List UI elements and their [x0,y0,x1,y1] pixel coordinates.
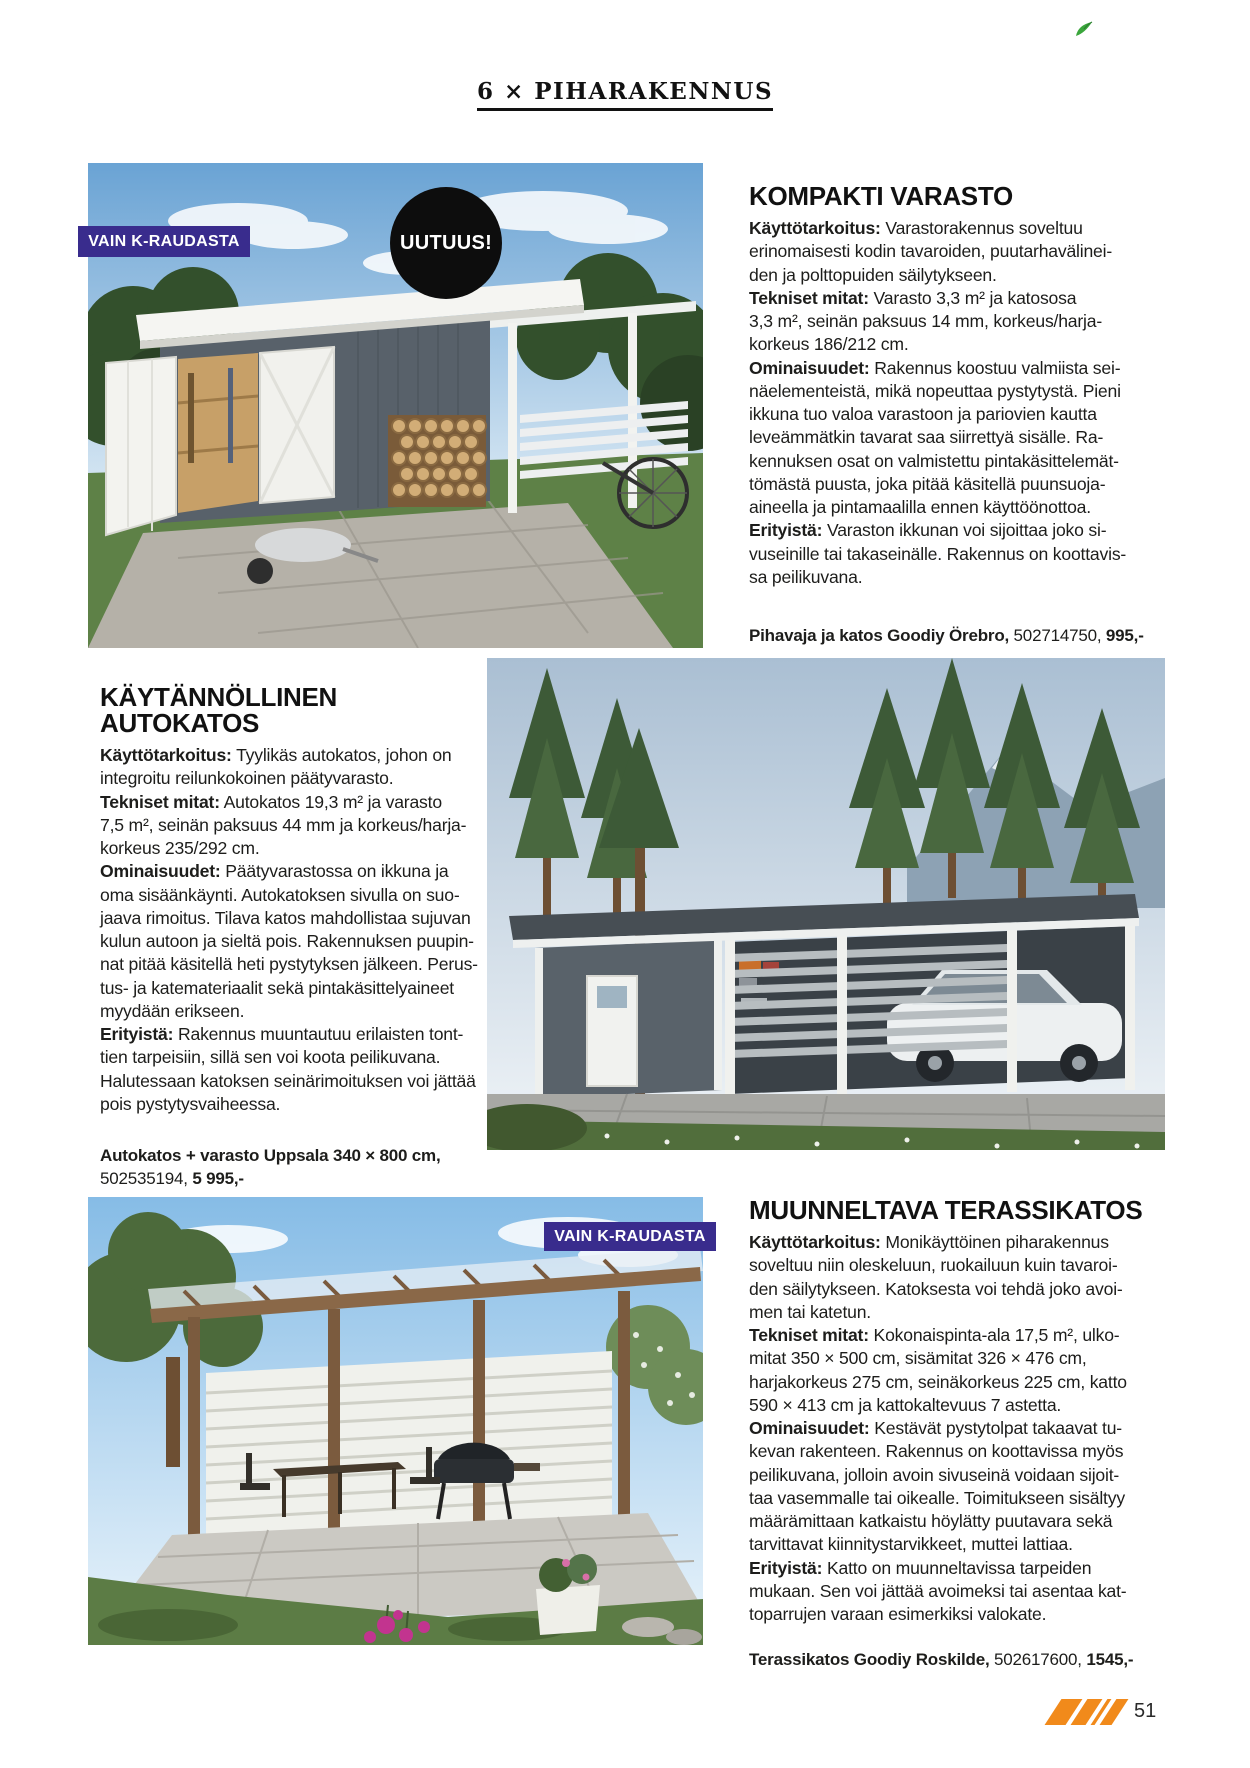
text-line [100,1000,500,1023]
text-line [749,1394,1179,1417]
text-segment: tien tarpeisiin, sillä sen voi koota peilikuvana. [100,1047,441,1068]
text-segment: oma sisäänkäynti. Autokatoksen sivulla on suo- [100,884,460,905]
text-line [749,1301,1179,1324]
text-line [749,240,1179,263]
text-line [100,1070,500,1093]
text-segment: 3,3 m², seinän paksuus 14 mm, korkeus/harja- [749,311,1103,331]
text-segment: Erityistä: [749,1557,823,1578]
text-line [749,1557,1179,1580]
text-line [749,1347,1179,1370]
text-line [749,496,1179,519]
text-segment: leveämmätkin tavarat saa siirrettyä sisälle. Ra- [749,427,1104,448]
text-segment: määrämittaan katkaistu höylätty puutavara sekä [749,1511,1113,1531]
text-segment: Halutessaan katoksen seinärimoituksen voi jättää [100,1070,476,1091]
text-segment: nat pitää käsitellä heti pystytyksen jälkeen. Perus- [100,954,478,975]
product-title: MUUNNELTAVA TERASSIKATOS [749,1195,1143,1225]
text-segment: korkeus 186/212 cm. [749,334,909,355]
text-segment: tarvittavat kiinnitystarvikkeet, muttei lattiaa. [749,1534,1073,1555]
text-line [749,217,1179,240]
text-line [749,1533,1179,1556]
text-segment: Erityistä: [100,1024,174,1044]
text-line [100,1093,500,1116]
text-line [749,1603,1179,1626]
text-segment: harjakorkeus 275 cm, seinäkorkeus 225 cm, katto [749,1371,1127,1392]
text-segment: Katto on muunneltavissa tarpeiden [822,1557,1092,1578]
product-info-line [749,1648,1179,1671]
text-segment: Tekniset mitat: [100,791,220,812]
text-line [100,930,500,953]
text-line [100,814,500,837]
text-line [100,907,500,930]
product-description [749,217,1179,589]
product-title: KÄYTÄNNÖLLINEN AUTOKATOS [100,682,338,738]
text-segment: Varasto 3,3 m² ja katososa [868,287,1077,308]
product-info-line [100,1144,500,1190]
text-segment: Kokonaispinta-ala 17,5 m², ulko- [868,1325,1120,1345]
text-segment: Autokatos 19,3 m² ja varasto [219,791,442,812]
text-line [749,1580,1179,1603]
product-title: KOMPAKTI VARASTO [749,181,1013,211]
carport-photo [487,658,1165,1150]
text-segment: taa vasemmalle tai oikealle. Toimitukseen sisältyy [749,1487,1125,1508]
text-segment: Terassikatos Goodiy Roskilde, [749,1650,990,1670]
text-segment: pois pystytysvaiheessa. [100,1093,281,1114]
text-segment: aineella ja pintamaalilla ennen käyttöönottoa. [749,497,1091,517]
text-segment: kennuksen osat on valmistettu pintakäsittelemät- [749,450,1119,471]
text-line [100,860,500,883]
text-segment: 995,- [1105,626,1144,645]
carport-photo-illustration [487,658,1165,1150]
text-segment: toparrujen varaan esimerkiksi valokate. [749,1604,1047,1624]
text-segment: soveltuu niin oleskeluun, ruokailuun kuin tavaroi- [749,1255,1118,1276]
text-segment: 502535194, [100,1169,193,1188]
text-line [749,310,1179,333]
text-line [100,1167,500,1190]
product-section-kompakti-varasto [749,183,1179,647]
text-line [749,1440,1179,1463]
text-segment: kulun autoon ja sieltä pois. Rakennuksen puupin- [100,931,474,951]
text-segment: Ominaisuudet: [749,357,870,378]
product-section-muunneltava-terassikatos [749,1197,1179,1671]
text-line [749,473,1179,496]
text-segment: Rakennus muuntautuu erilaisten tont- [173,1024,464,1044]
text-segment: integroitu reilunkokoinen päätyvarasto. [100,768,394,789]
product-info-line [749,624,1179,647]
k-rauta-slashes-logo [1053,1698,1125,1725]
text-segment: kevan rakenteen. Rakennus on koottavissa myös [749,1441,1124,1462]
text-segment: korkeus 235/292 cm. [100,838,260,858]
text-line [749,403,1179,426]
exclusive-badge: VAIN K-RAUDASTA [78,226,250,257]
text-segment: 590 × 413 cm ja kattokaltevuus 7 astetta. [749,1394,1062,1415]
text-segment: Monikäyttöinen piharakennus [880,1232,1109,1252]
text-line [100,744,500,767]
text-segment: myydään erikseen. [100,1000,245,1021]
text-segment: Tekniset mitat: [749,287,869,308]
exclusive-badge: VAIN K-RAUDASTA [544,1222,716,1251]
text-line [749,1464,1179,1487]
text-line [749,450,1179,473]
text-line [100,1023,500,1046]
text-segment: Ominaisuudet: [100,861,221,882]
text-line [749,1417,1179,1440]
text-segment: Autokatos + varasto Uppsala 340 × 800 cm, [100,1146,441,1165]
text-line [100,767,500,790]
page-title-text: 6 × PIHARAKENNUS [477,78,773,111]
text-segment: 502714750, [1009,626,1106,645]
text-line [749,1510,1179,1533]
text-segment: Erityistä: [749,520,823,541]
text-line [100,837,500,860]
text-line [749,543,1179,566]
text-segment: 7,5 m², seinän paksuus 44 mm ja korkeus/harja- [100,814,467,835]
green-leaf-icon [1074,20,1094,38]
text-segment: ikkuna tuo valoa varastoon ja pariovien kautta [749,404,1097,424]
text-segment: Tekniset mitat: [749,1325,869,1345]
text-line [749,380,1179,403]
text-line [100,884,500,907]
product-description [100,744,500,1116]
text-line [749,1254,1179,1277]
text-segment: tömästä puusta, joka pitää käsitellä puunsuoja- [749,473,1106,494]
text-segment: Rakennus koostuu valmiista sei- [869,357,1121,378]
text-segment: Ominaisuudet: [749,1418,870,1438]
text-segment: 5 995,- [192,1169,244,1188]
text-segment: mitat 350 × 500 cm, sisämitat 326 × 476 cm, [749,1348,1087,1369]
text-segment: peilikuvana, jolloin avoin sivuseinä voidaan sijoit- [749,1464,1120,1485]
text-line [100,1144,500,1167]
terrace-photo [88,1197,703,1645]
product-description [749,1231,1179,1626]
text-line [100,977,500,1000]
text-line [749,264,1179,287]
text-segment: men tai katetun. [749,1301,871,1322]
text-segment: jaava rimoitus. Tilava katos mahdollistaa sujuvan [100,907,471,928]
text-segment: Varastorakennus soveltuu [880,218,1083,238]
text-segment: Pihavaja ja katos Goodiy Örebro, [749,626,1010,645]
text-segment: Päätyvarastossa on ikkuna ja [220,861,449,882]
text-segment: Kestävät pystytolpat takaavat tu- [869,1418,1122,1438]
text-segment: Käyttötarkoitus: [100,745,232,765]
text-segment: mukaan. Sen voi jättää avoimeksi tai asentaa kat- [749,1580,1127,1601]
product-section-kaytannollinen-autokatos [100,684,500,1190]
text-segment: näelementeistä, mikä nopeuttaa pystytystä. Pieni [749,380,1121,401]
text-line [749,287,1179,310]
text-segment: den säilytykseen. Katoksesta voi tehdä joko avoi- [749,1278,1123,1299]
page-title [0,70,1250,111]
text-segment: erinomaisesti kodin tavaroiden, puutarhavälinei- [749,241,1113,262]
text-line [749,1371,1179,1394]
text-line [749,1487,1179,1510]
text-line [749,357,1179,380]
text-line [749,566,1179,589]
text-line [749,519,1179,542]
text-segment: Käyttötarkoitus: [749,1232,881,1252]
text-line [749,426,1179,449]
terrace-photo-illustration [88,1197,703,1645]
text-line [749,1648,1179,1671]
text-line [749,1278,1179,1301]
new-badge: UUTUUS! [390,187,502,299]
text-segment: 1545,- [1086,1650,1134,1670]
text-line [749,1231,1179,1254]
text-line [100,953,500,976]
text-segment: vuseinille tai takaseinälle. Rakennus on koottavis- [749,543,1127,564]
text-segment: Käyttötarkoitus: [749,218,881,238]
text-segment: Varaston ikkunan voi sijoittaa joko si- [822,520,1107,541]
page-number: 51 [1134,1700,1157,1722]
text-segment: tus- ja katemateriaalit sekä pintakäsittelyaineet [100,977,454,998]
text-segment: Tyylikäs autokatos, johon on [231,745,452,765]
text-line [749,1324,1179,1347]
text-segment: sa peilikuvana. [749,566,863,587]
text-line [100,1046,500,1069]
text-segment: 502617600, [989,1650,1087,1670]
text-line [749,624,1179,647]
text-line [100,791,500,814]
text-line [749,333,1179,356]
text-segment: den ja polttopuiden säilytykseen. [749,264,997,285]
